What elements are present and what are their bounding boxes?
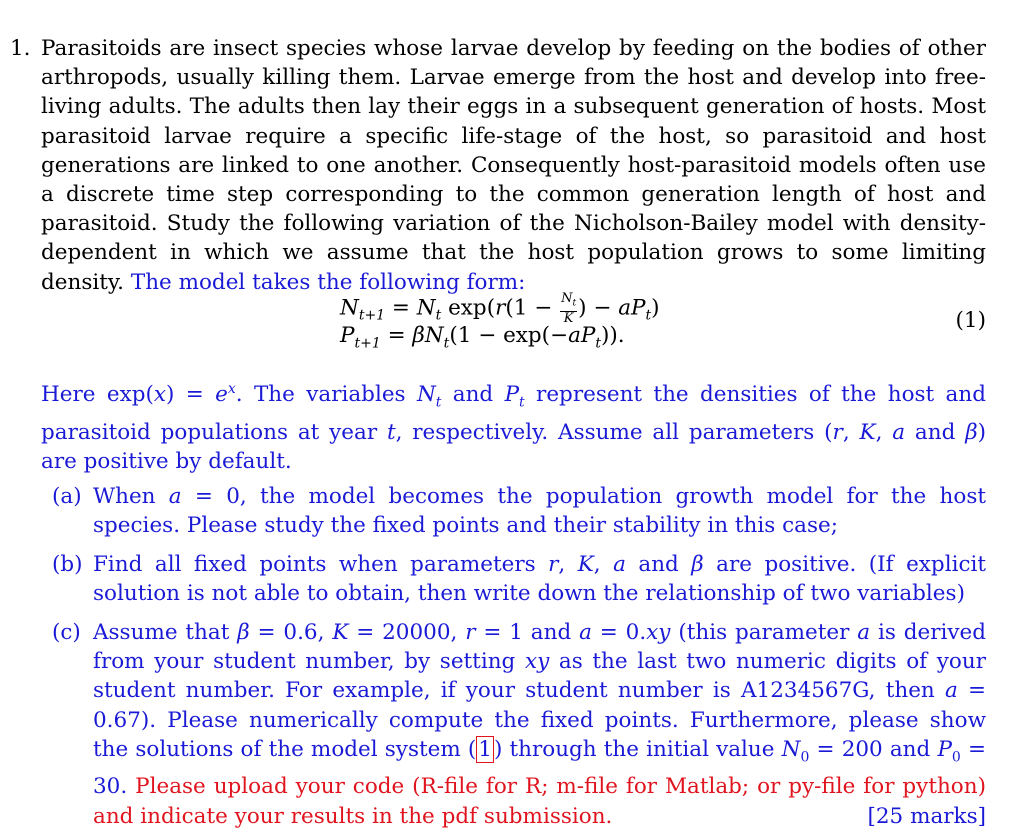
intro-blue-text: The model takes the following form: bbox=[130, 269, 526, 295]
problem-intro bbox=[41, 34, 986, 297]
part-a-label: (a) bbox=[52, 484, 82, 509]
part-c-label: (c) bbox=[52, 620, 81, 645]
part-b bbox=[52, 550, 986, 608]
part-a bbox=[52, 482, 986, 540]
equation-number: (1) bbox=[955, 308, 986, 333]
part-c-red-note: Please upload your code (R-file for R; m-file for Matlab; or py-file for python) and indicate your results in the pdf submission. bbox=[93, 774, 986, 829]
part-a-text: When a = 0, the model becomes the population growth model for the host species. Please study the fixed points and their stability in this case; bbox=[93, 484, 986, 539]
problem-number: 1. bbox=[10, 36, 31, 61]
part-c-text: Assume that β = 0.6, K = 20000, r = 1 and a = 0.xy (this parameter a is derived from your student number, by setting xy as the last two numeric digits of your student number. For example, if your student number is A1234567G, then a = 0.67). Please numerically compute the fixed points. Furthermore, please show the solutions of the model system (1) through the initial value $N_0 = 200$ and $P_0 = 30$. Please upload your code (R-file for R; m-file for Matlab; or py-file for python) and indicate your results in the pdf submission. [25 marks] bbox=[93, 618, 986, 831]
part-b-text: Find all fixed points when parameters r, K, a and β are positive. (If explicit solution is not able to obtain, then write down the relationship of two variables) bbox=[93, 552, 986, 607]
fraction-nt-over-k: $\frac{N_t}{K}$ bbox=[561, 291, 577, 326]
part-c bbox=[52, 618, 986, 831]
model-equation bbox=[340, 292, 986, 350]
part-b-label: (b) bbox=[52, 552, 83, 577]
marks-label: [25 marks] bbox=[867, 803, 986, 829]
intro-text: Parasitoids are insect species whose larvae develop by feeding on the bodies of other arthropods, usually killing them. Larvae emerge from the host and develop into free-living adults. The adults then lay their eggs in a subsequent generation of hosts. Most parasitoid larvae require a specific life-stage of the host, so parasitoid and host generations are linked to one another. Consequently host-parasitoid models often use a discrete time step corresponding to the common generation length of host and parasitoid. Study the following variation of the Nicholson-Bailey model with density-dependent in which we assume that the host population grows to some limiting density. bbox=[41, 36, 986, 295]
equation-reference-link[interactable]: 1 bbox=[478, 736, 492, 762]
equation-line-1: $N_{t+1} = N_t$ exp(r(1 − $\frac{N_t}{K}$ ) − $aP_t$) bbox=[340, 291, 660, 326]
definitions-paragraph: Here $\exp(x) = e^x$. The variables $N_t$ and $P_t$ represent the densities of the host and parasitoid populations at year t, respectively. Assume all parameters (r, K, a and β) are positive by default. bbox=[41, 381, 987, 474]
equation-line-2: $P_{t+1} = \beta N_t(1 - \exp(-aP_t))$. bbox=[340, 323, 625, 352]
